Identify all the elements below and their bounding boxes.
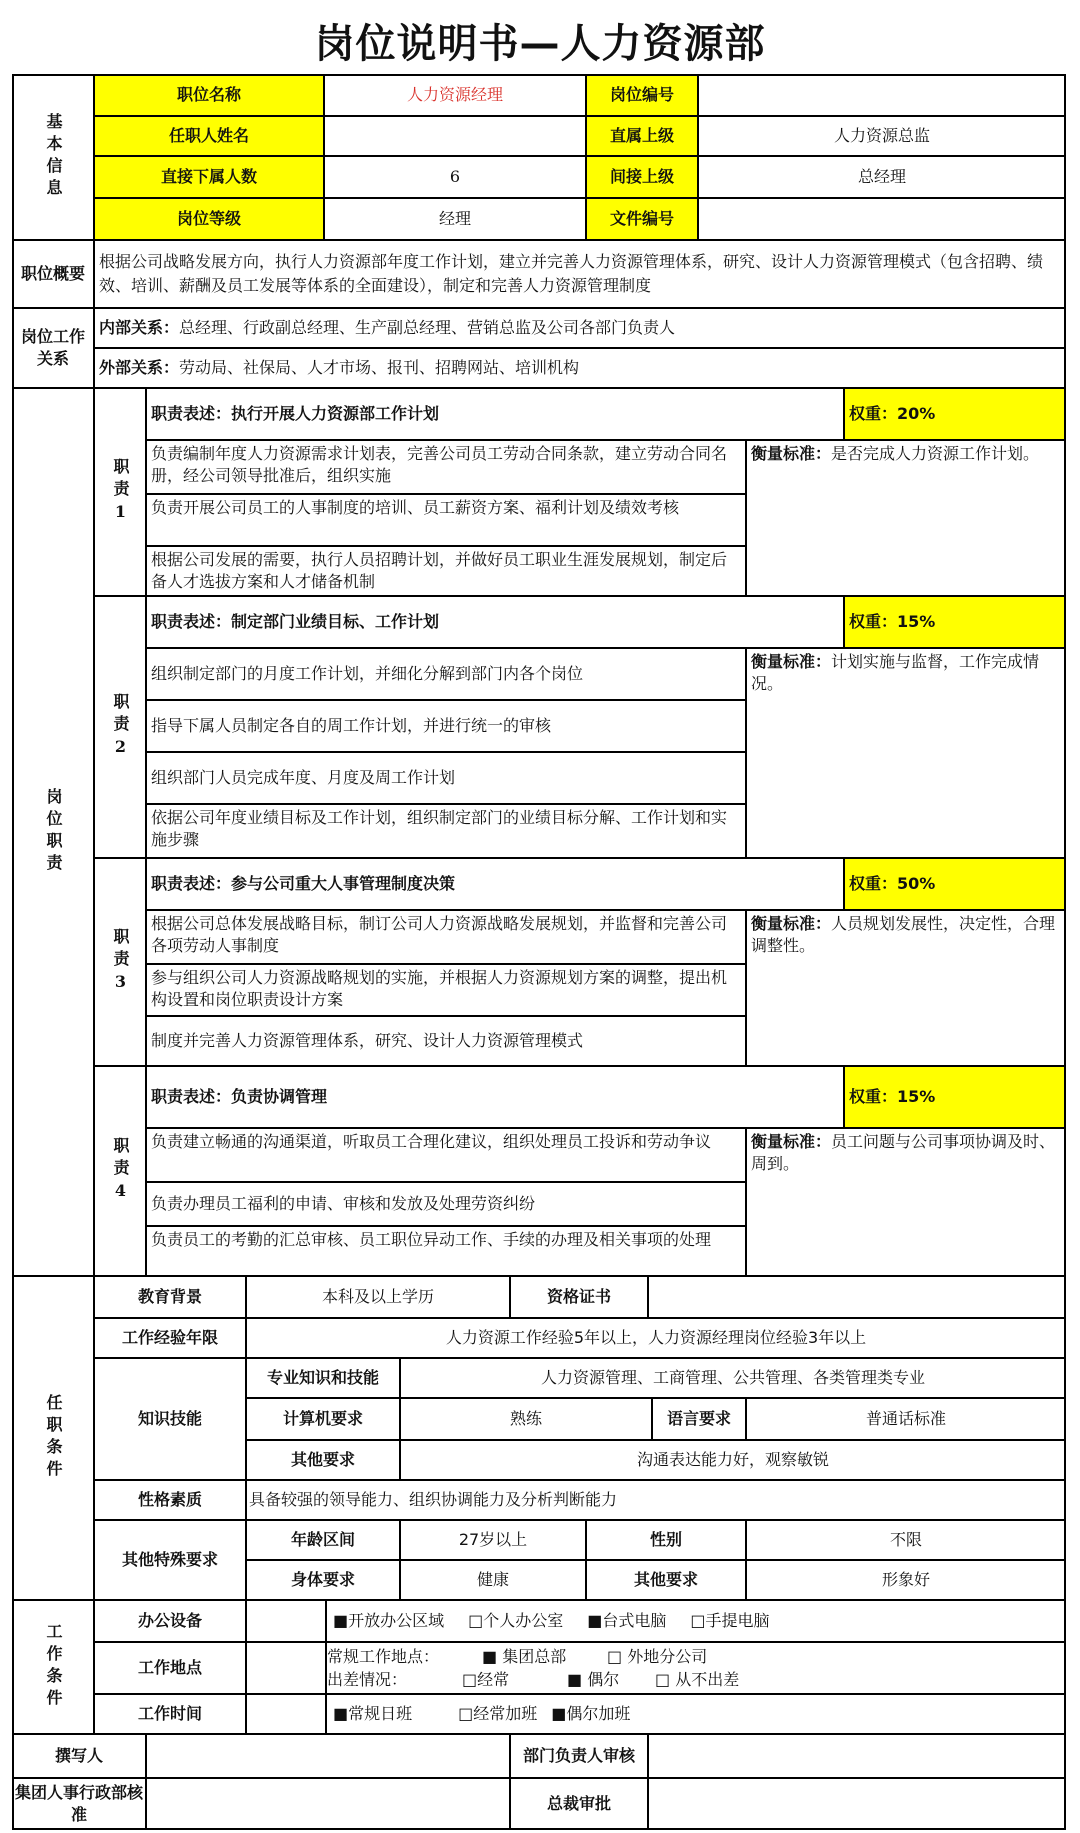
duty-1-measure: 衡量标准：是否完成人力资源工作计划。 <box>746 440 1066 596</box>
duty-2-measure: 衡量标准：计划实施与监督，工作完成情况。 <box>746 648 1066 858</box>
label-other-requirements: 其他要求 <box>246 1440 400 1480</box>
duty-4-measure: 衡量标准：员工问题与公司事项协调及时、周到。 <box>746 1128 1066 1276</box>
checkbox-checked-icon: ■ <box>551 1704 567 1723</box>
equipment-options <box>326 1600 1066 1642</box>
equipment-option[interactable]: ■台式电脑 <box>587 1611 667 1630</box>
label-grade: 岗位等级 <box>94 198 324 240</box>
checkbox-empty-icon: □ <box>690 1611 706 1630</box>
duty-2-task-4: 依据公司年度业绩目标及工作计划，组织制定部门的业绩目标分解、工作计划和实施步骤 <box>146 804 746 858</box>
duty-1-weight: 权重：20% <box>844 388 1066 440</box>
duty-2-statement: 职责表述：制定部门业绩目标、工作计划 <box>146 596 844 648</box>
internal-relations: 内部关系： 总经理、行政副总经理、生产副总经理、营销总监及公司各部门负责人 <box>94 308 1066 348</box>
checkbox-empty-icon: □ <box>655 1670 671 1689</box>
label-equipment: 办公设备 <box>94 1600 246 1642</box>
label-health: 身体要求 <box>246 1560 400 1600</box>
equipment-spacer <box>246 1600 326 1642</box>
duty-4-task-1: 负责建立畅通的沟通渠道，听取员工合理化建议，组织处理员工投诉和劳动争议 <box>146 1128 746 1182</box>
value-position-name: 人力资源经理 <box>324 74 586 116</box>
duty-2-task-2: 指导下属人员制定各自的周工作计划，并进行统一的审核 <box>146 700 746 752</box>
value-other-requirements: 沟通表达能力好，观察敏锐 <box>400 1440 1066 1480</box>
value-professional: 人力资源管理、工商管理、公共管理、各类管理类专业 <box>400 1358 1066 1398</box>
label-personality: 性格素质 <box>94 1480 246 1520</box>
label-position-code: 岗位编号 <box>586 74 698 116</box>
work-time-option[interactable]: ■常规日班 <box>333 1704 413 1723</box>
dept-review-signature[interactable] <box>648 1734 1066 1778</box>
section-duties: 岗位职责 <box>12 388 94 1276</box>
duty-3-task-2: 参与组织公司人力资源战略规划的实施，并根据人力资源规划方案的调整，提出机构设置和岗位职责设计方案 <box>146 964 746 1016</box>
value-experience: 人力资源工作经验5年以上，人力资源经理岗位经验3年以上 <box>246 1318 1066 1358</box>
value-education: 本科及以上学历 <box>246 1276 510 1318</box>
duty-2-label: 职责2 <box>94 596 146 858</box>
label-other2: 其他要求 <box>586 1560 746 1600</box>
work-time-options <box>326 1694 1066 1734</box>
location-option[interactable]: ■ 集团总部 <box>482 1647 567 1666</box>
label-professional: 专业知识和技能 <box>246 1358 400 1398</box>
label-cert: 资格证书 <box>510 1276 648 1318</box>
duty-1-task-3: 根据公司发展的需要，执行人员招聘计划，并做好员工职业生涯发展规划，制定后备人才选拔方案和人才储备机制 <box>146 546 746 596</box>
checkbox-empty-icon: □ <box>468 1611 484 1630</box>
label-work-time: 工作时间 <box>94 1694 246 1734</box>
duty-3-label: 职责3 <box>94 858 146 1066</box>
label-special: 其他特殊要求 <box>94 1520 246 1600</box>
duty-3-weight: 权重：50% <box>844 858 1066 910</box>
section-conditions: 工作条件 <box>12 1600 94 1734</box>
value-position-code <box>698 74 1066 116</box>
value-employee-name <box>324 116 586 156</box>
duty-2-weight: 权重：15% <box>844 596 1066 648</box>
travel-label: 出差情况： <box>327 1670 408 1689</box>
duty-1-task-1: 负责编制年度人力资源需求计划表，完善公司员工劳动合同条款，建立劳动合同名册，经公司领导批准后，组织实施 <box>146 440 746 494</box>
value-computer: 熟练 <box>400 1398 652 1440</box>
value-health: 健康 <box>400 1560 586 1600</box>
duty-1-statement: 职责表述：执行开展人力资源部工作计划 <box>146 388 844 440</box>
travel-option[interactable]: ■ 偶尔 <box>567 1670 620 1689</box>
travel-option[interactable]: □ 从不出差 <box>655 1670 740 1689</box>
value-file-code <box>698 198 1066 240</box>
label-ceo-review: 总裁审批 <box>510 1778 648 1830</box>
label-gender: 性别 <box>586 1520 746 1560</box>
work-time-option[interactable]: ■偶尔加班 <box>551 1704 631 1723</box>
section-qualifications: 任职条件 <box>12 1276 94 1600</box>
duty-3-task-1: 根据公司总体发展战略目标，制订公司人力资源战略发展规划，并监督和完善公司各项劳动人事制度 <box>146 910 746 964</box>
checkbox-checked-icon: ■ <box>567 1670 583 1689</box>
label-location: 工作地点 <box>94 1642 246 1694</box>
checkbox-checked-icon: ■ <box>482 1647 498 1666</box>
equipment-option[interactable]: ■开放办公区域 <box>333 1611 445 1630</box>
value-indirect-superior: 总经理 <box>698 156 1066 198</box>
checkbox-empty-icon: □ <box>458 1704 474 1723</box>
label-age: 年龄区间 <box>246 1520 400 1560</box>
hr-review-signature[interactable] <box>146 1778 510 1830</box>
duty-2-task-3: 组织部门人员完成年度、月度及周工作计划 <box>146 752 746 804</box>
label-relations: 岗位工作关系 <box>12 308 94 388</box>
label-direct-superior: 直属上级 <box>586 116 698 156</box>
checkbox-checked-icon: ■ <box>333 1611 349 1630</box>
value-gender: 不限 <box>746 1520 1066 1560</box>
location-options <box>326 1642 1066 1694</box>
label-dept-review: 部门负责人审核 <box>510 1734 648 1778</box>
duty-2-task-1: 组织制定部门的月度工作计划，并细化分解到部门内各个岗位 <box>146 648 746 700</box>
duty-1-task-2: 负责开展公司员工的人事制度的培训、员工薪资方案、福利计划及绩效考核 <box>146 494 746 546</box>
duty-3-measure: 衡量标准：人员规划发展性，决定性，合理调整性。 <box>746 910 1066 1066</box>
label-overview: 职位概要 <box>12 240 94 308</box>
label-knowledge: 知识技能 <box>94 1358 246 1480</box>
duty-3-statement: 职责表述：参与公司重大人事管理制度决策 <box>146 858 844 910</box>
label-hr-review: 集团人事行政部核准 <box>12 1778 146 1830</box>
ceo-review-signature[interactable] <box>648 1778 1066 1830</box>
travel-option[interactable]: □经常 <box>462 1670 510 1689</box>
label-language: 语言要求 <box>652 1398 746 1440</box>
label-computer: 计算机要求 <box>246 1398 400 1440</box>
checkbox-checked-icon: ■ <box>333 1704 349 1723</box>
duty-3-task-3: 制度并完善人力资源管理体系，研究、设计人力资源管理模式 <box>146 1016 746 1066</box>
writer-signature[interactable] <box>146 1734 510 1778</box>
work-time-spacer <box>246 1694 326 1734</box>
checkbox-empty-icon: □ <box>607 1647 623 1666</box>
label-education: 教育背景 <box>94 1276 246 1318</box>
label-writer: 撰写人 <box>12 1734 146 1778</box>
checkbox-empty-icon: □ <box>462 1670 478 1689</box>
duty-4-task-2: 负责办理员工福利的申请、审核和发放及处理劳资纠纷 <box>146 1182 746 1226</box>
work-time-option[interactable]: □经常加班 <box>458 1704 538 1723</box>
duty-1-label: 职责1 <box>94 388 146 596</box>
label-subordinates: 直接下属人数 <box>94 156 324 198</box>
regular-location-label: 常规工作地点： <box>327 1647 440 1666</box>
label-file-code: 文件编号 <box>586 198 698 240</box>
checkbox-checked-icon: ■ <box>587 1611 603 1630</box>
section-basic: 基本信息 <box>12 74 94 240</box>
external-relations: 外部关系： 劳动局、社保局、人才市场、报刊、招聘网站、培训机构 <box>94 348 1066 388</box>
label-experience: 工作经验年限 <box>94 1318 246 1358</box>
value-language: 普通话标准 <box>746 1398 1066 1440</box>
value-subordinates: 6 <box>324 156 586 198</box>
duty-4-task-3: 负责员工的考勤的汇总审核、员工职位异动工作、手续的办理及相关事项的处理 <box>146 1226 746 1276</box>
page-title: 岗位说明书—人力资源部 <box>314 21 766 67</box>
value-age: 27岁以上 <box>400 1520 586 1560</box>
location-spacer <box>246 1642 326 1694</box>
label-position-name: 职位名称 <box>94 74 324 116</box>
value-grade: 经理 <box>324 198 586 240</box>
overview-text: 根据公司战略发展方向，执行人力资源部年度工作计划，建立并完善人力资源管理体系，研究、设计人力资源管理模式（包含招聘、绩效、培训、薪酬及员工发展等体系的全面建设），制定和完善人力资源管理制度 <box>94 240 1066 308</box>
duty-4-label: 职责4 <box>94 1066 146 1276</box>
location-option[interactable]: □ 外地分公司 <box>607 1647 708 1666</box>
duty-4-statement: 职责表述：负责协调管理 <box>146 1066 844 1128</box>
value-personality: 具备较强的领导能力、组织协调能力及分析判断能力 <box>246 1480 1066 1520</box>
equipment-option[interactable]: □手提电脑 <box>690 1611 770 1630</box>
label-employee-name: 任职人姓名 <box>94 116 324 156</box>
value-other2: 形象好 <box>746 1560 1066 1600</box>
duty-4-weight: 权重：15% <box>844 1066 1066 1128</box>
equipment-option[interactable]: □个人办公室 <box>468 1611 564 1630</box>
label-indirect-superior: 间接上级 <box>586 156 698 198</box>
value-direct-superior: 人力资源总监 <box>698 116 1066 156</box>
value-cert <box>648 1276 1066 1318</box>
